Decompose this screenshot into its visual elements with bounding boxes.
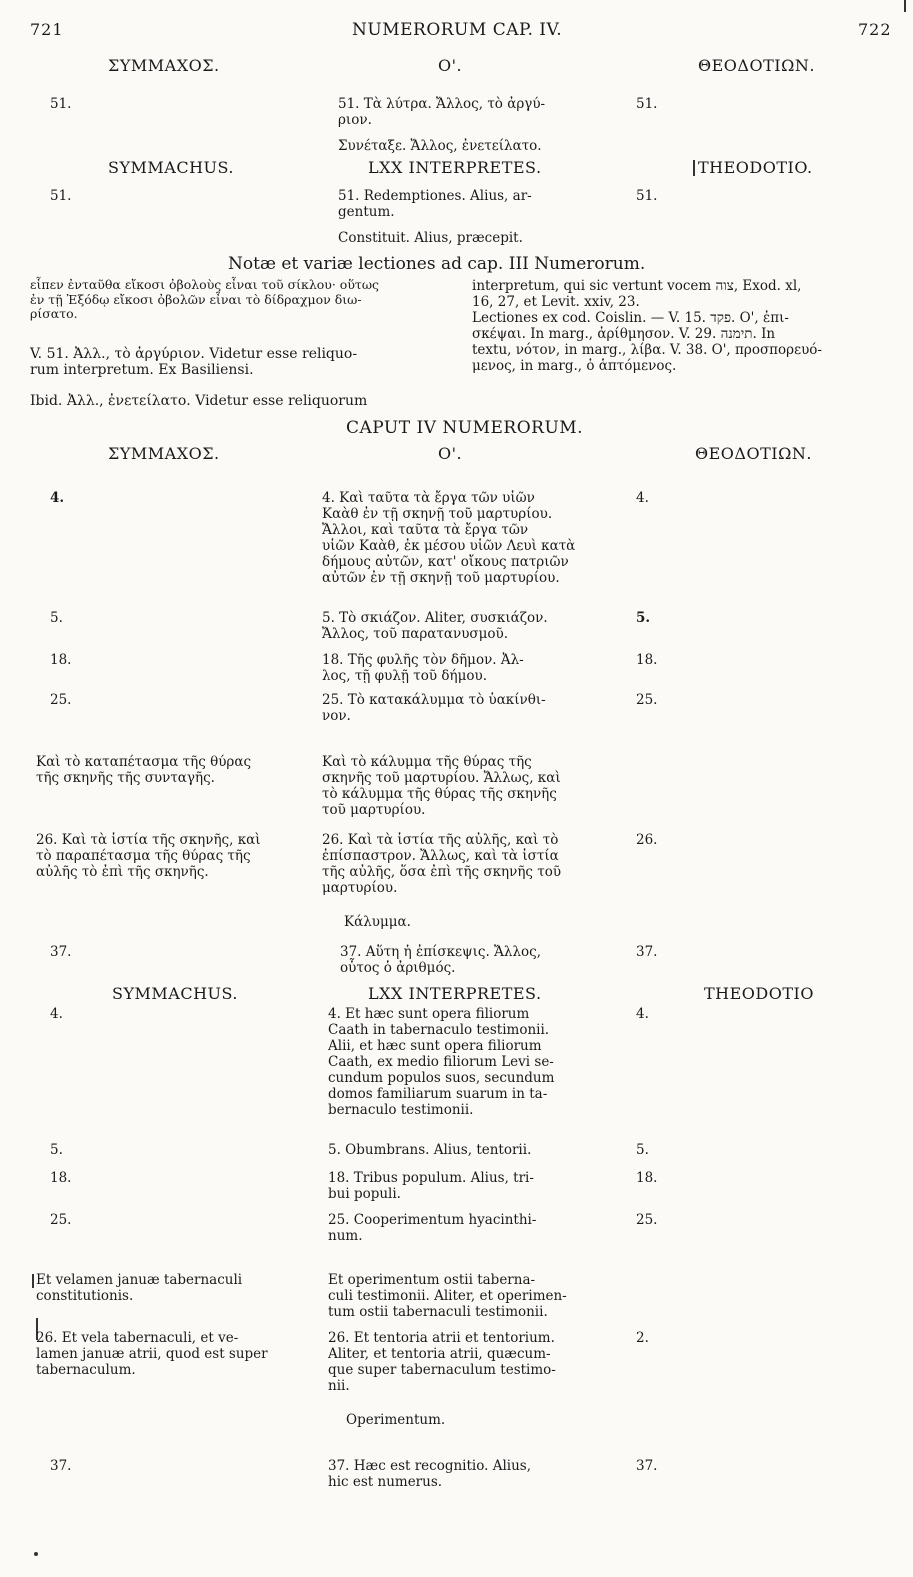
margin-mark	[904, 0, 906, 12]
top-greek-row-1-mid: 51. Τὰ λύτρα. Ἄλλος, τὸ ἀργύ- ριον.	[338, 96, 546, 128]
greek-row-veil-mid: Καὶ τὸ κάλυμμα τῆς θύρας τῆς σκηνῆς τοῦ μαρτυρίου. Ἄλλως, καὶ τὸ κάλυμμα τῆς θύρας τῆς σκηνῆς τοῦ μαρτυρίου.	[322, 754, 561, 818]
greek-row-4-left: 4.	[50, 490, 65, 506]
latin-row-veil-mid: Et operimentum ostii taberna- culi testimonii. Aliter, et operimen- tum ostii tabernaculi testimonii.	[328, 1272, 567, 1320]
greek-row-37-mid: 37. Αὕτη ἡ ἐπίσκεψις. Ἄλλος, οὗτος ὁ ἀριθμός.	[340, 944, 542, 976]
lxx-greek-header: Ο'.	[438, 56, 463, 75]
top-greek-row-1-left: 51.	[50, 96, 72, 112]
latin-row-26-mid: 26. Et tentoria atrii et tentorium. Aliter, et tentoria atrii, quæcum- que super tabernaculum testimo- nii.	[328, 1330, 556, 1394]
caput-symmachus-greek-header: ΣΥΜΜΑΧΟΣ.	[108, 444, 220, 463]
latin-row-25-right: 25.	[636, 1212, 658, 1228]
latin-row-4-mid: 4. Et hæc sunt opera filiorum Caath in tabernaculo testimonii. Alii, et hæc sunt opera filiorum Caath, ex medio filiorum Levi se- cundum populos suos, secundum domos familiarum suarum in ta- bernaculo testimonii.	[328, 1006, 555, 1118]
theodotion-greek-header: ΘΕΟΔΟΤΙΩΝ.	[698, 56, 815, 75]
left-page-number: 721	[30, 20, 64, 39]
caput-theodotio-latin-header: THEODOTIO	[704, 984, 814, 1003]
latin-row-5-mid: 5. Obumbrans. Alius, tentorii.	[328, 1142, 532, 1158]
greek-row-18-left: 18.	[50, 652, 72, 668]
greek-row-25-right: 25.	[636, 692, 658, 708]
latin-row-18-right: 18.	[636, 1170, 658, 1186]
latin-row-26-left: 26. Et vela tabernaculi, et ve- lamen januæ atrii, quod est super tabernaculum.	[36, 1330, 268, 1378]
greek-row-5-right: 5.	[636, 610, 651, 626]
theodotio-latin-header: THEODOTIO.	[698, 158, 813, 177]
latin-row-37-left: 37.	[50, 1458, 72, 1474]
notes-left-col-2: V. 51. Ἀλλ., τὸ ἀργύριον. Videtur esse reliquo- rum interpretum. Ex Basiliensi.	[30, 346, 358, 378]
greek-row-25-left: 25.	[50, 692, 72, 708]
greek-row-26-right: 26.	[636, 832, 658, 848]
greek-row-covering-mid: Κάλυμμα.	[344, 914, 411, 930]
greek-row-37-right: 37.	[636, 944, 658, 960]
notes-left-col-3: Ibid. Ἀλλ., ἐνετείλατο. Videtur esse reliquorum	[30, 393, 368, 409]
caput-lxx-latin-header: LXX INTERPRETES.	[368, 984, 542, 1003]
latin-row-25-left: 25.	[50, 1212, 72, 1228]
latin-row-25-mid: 25. Cooperimentum hyacinthi- num.	[328, 1212, 537, 1244]
caput-title: CAPUT IV NUMERORUM.	[346, 418, 584, 438]
lxx-latin-header: LXX INTERPRETES.	[368, 158, 542, 177]
symmachus-greek-header: ΣΥΜΜΑΧΟΣ.	[108, 56, 220, 75]
margin-mark-veil	[32, 1274, 34, 1288]
greek-row-25-mid: 25. Τὸ κατακάλυμμα τὸ ὑακίνθι- νον.	[322, 692, 546, 724]
greek-row-veil-left: Καὶ τὸ καταπέτασμα τῆς θύρας τῆς σκηνῆς τῆς συνταγῆς.	[36, 754, 252, 786]
greek-row-4-mid: 4. Καὶ ταῦτα τὰ ἔργα τῶν υἱῶν Καὰθ ἐν τῇ σκηνῇ τοῦ μαρτυρίου. Ἄλλοι, καὶ ταῦτα τὰ ἔργα τῶν υἱῶν Καὰθ, ἐκ μέσου υἱῶν Λευὶ κατὰ δήμους αὐτῶν, κατ' οἴκους πατριῶν αὐτῶν ἐν τῇ σκηνῇ τοῦ μαρτυρίου.	[322, 490, 576, 586]
greek-row-26-left: 26. Καὶ τὰ ἱστία τῆς σκηνῆς, καὶ τὸ παραπέτασμα τῆς θύρας τῆς αὐλῆς τὸ ἐπὶ τῆς σκηνῆς.	[36, 832, 261, 880]
top-latin-row-1-right: 51.	[636, 188, 658, 204]
right-page-number: 722	[858, 20, 892, 39]
caput-symmachus-latin-header: SYMMACHUS.	[112, 984, 238, 1003]
greek-row-4-right: 4.	[636, 490, 649, 506]
latin-row-26-right: 2.	[636, 1330, 649, 1346]
top-latin-row-1-mid: 51. Redemptiones. Alius, ar- gentum.	[338, 188, 532, 220]
caput-lxx-greek-header: Ο'.	[438, 444, 463, 463]
caput-theodotion-greek-header: ΘΕΟΔΟΤΙΩΝ.	[695, 444, 812, 463]
top-latin-row-2-mid: Constituit. Alius, præcepit.	[338, 230, 523, 246]
latin-row-veil-left: Et velamen januæ tabernaculi constitutionis.	[36, 1272, 243, 1304]
latin-row-covering-mid: Operimentum.	[346, 1412, 446, 1428]
greek-row-5-left: 5.	[50, 610, 63, 626]
latin-row-37-mid: 37. Hæc est recognitio. Alius, hic est numerus.	[328, 1458, 532, 1490]
notes-right-col: interpretum, qui sic vertunt vocem צוה, Exod. xl, 16, 27, et Levit. xxiv, 23. Lectiones ex cod. Coislin. — V. 15. פקד. Ο', ἐπι- σκέψαι. In marg., ἀρίθμησον. V. 29. תימנה. In textu, νότον, in marg., λίβα. V. 38. Ο', προσπορευό- μενος, in marg., ὁ ἁπτόμενος.	[472, 278, 822, 374]
latin-row-18-mid: 18. Tribus populum. Alius, tri- bui populi.	[328, 1170, 534, 1202]
bracket-mark	[693, 160, 695, 176]
top-greek-row-2-mid: Συνέταξε. Ἄλλος, ἐνετείλατο.	[338, 138, 542, 154]
latin-row-5-left: 5.	[50, 1142, 63, 1158]
latin-row-5-right: 5.	[636, 1142, 649, 1158]
greek-row-5-mid: 5. Τὸ σκιάζον. Aliter, συσκιάζον. Ἄλλος, τοῦ παρατανυσμοῦ.	[322, 610, 548, 642]
page-speck	[34, 1552, 38, 1556]
greek-row-18-mid: 18. Τῆς φυλῆς τὸν δῆμον. Ἀλ- λος, τῇ φυλῇ τοῦ δήμου.	[322, 652, 524, 684]
symmachus-latin-header: SYMMACHUS.	[108, 158, 234, 177]
latin-row-18-left: 18.	[50, 1170, 72, 1186]
notes-title: Notæ et variæ lectiones ad cap. III Numerorum.	[228, 254, 646, 274]
notes-left-col: εἶπεν ἐνταῦθα εἴκοσι ὀβολοὺς εἶναι τοῦ σίκλου· οὕτως ἐν τῇ Ἐξόδῳ εἴκοσι ὀβολῶν εἶναι τὸ δίδραχμον διω- ρίσατο.	[30, 277, 380, 321]
latin-row-4-right: 4.	[636, 1006, 649, 1022]
greek-row-37-left: 37.	[50, 944, 72, 960]
top-greek-row-1-right: 51.	[636, 96, 658, 112]
latin-row-4-left: 4.	[50, 1006, 63, 1022]
greek-row-18-right: 18.	[636, 652, 658, 668]
greek-row-26-mid: 26. Καὶ τὰ ἱστία τῆς αὐλῆς, καὶ τὸ ἐπίσπαστρον. Ἄλλως, καὶ τὰ ἱστία τῆς αὐλῆς, ὅσα ἐπὶ τῆς σκηνῆς τοῦ μαρτυρίου.	[322, 832, 562, 896]
running-head: NUMERORUM CAP. IV.	[352, 20, 563, 40]
top-latin-row-1-left: 51.	[50, 188, 72, 204]
latin-row-37-right: 37.	[636, 1458, 658, 1474]
